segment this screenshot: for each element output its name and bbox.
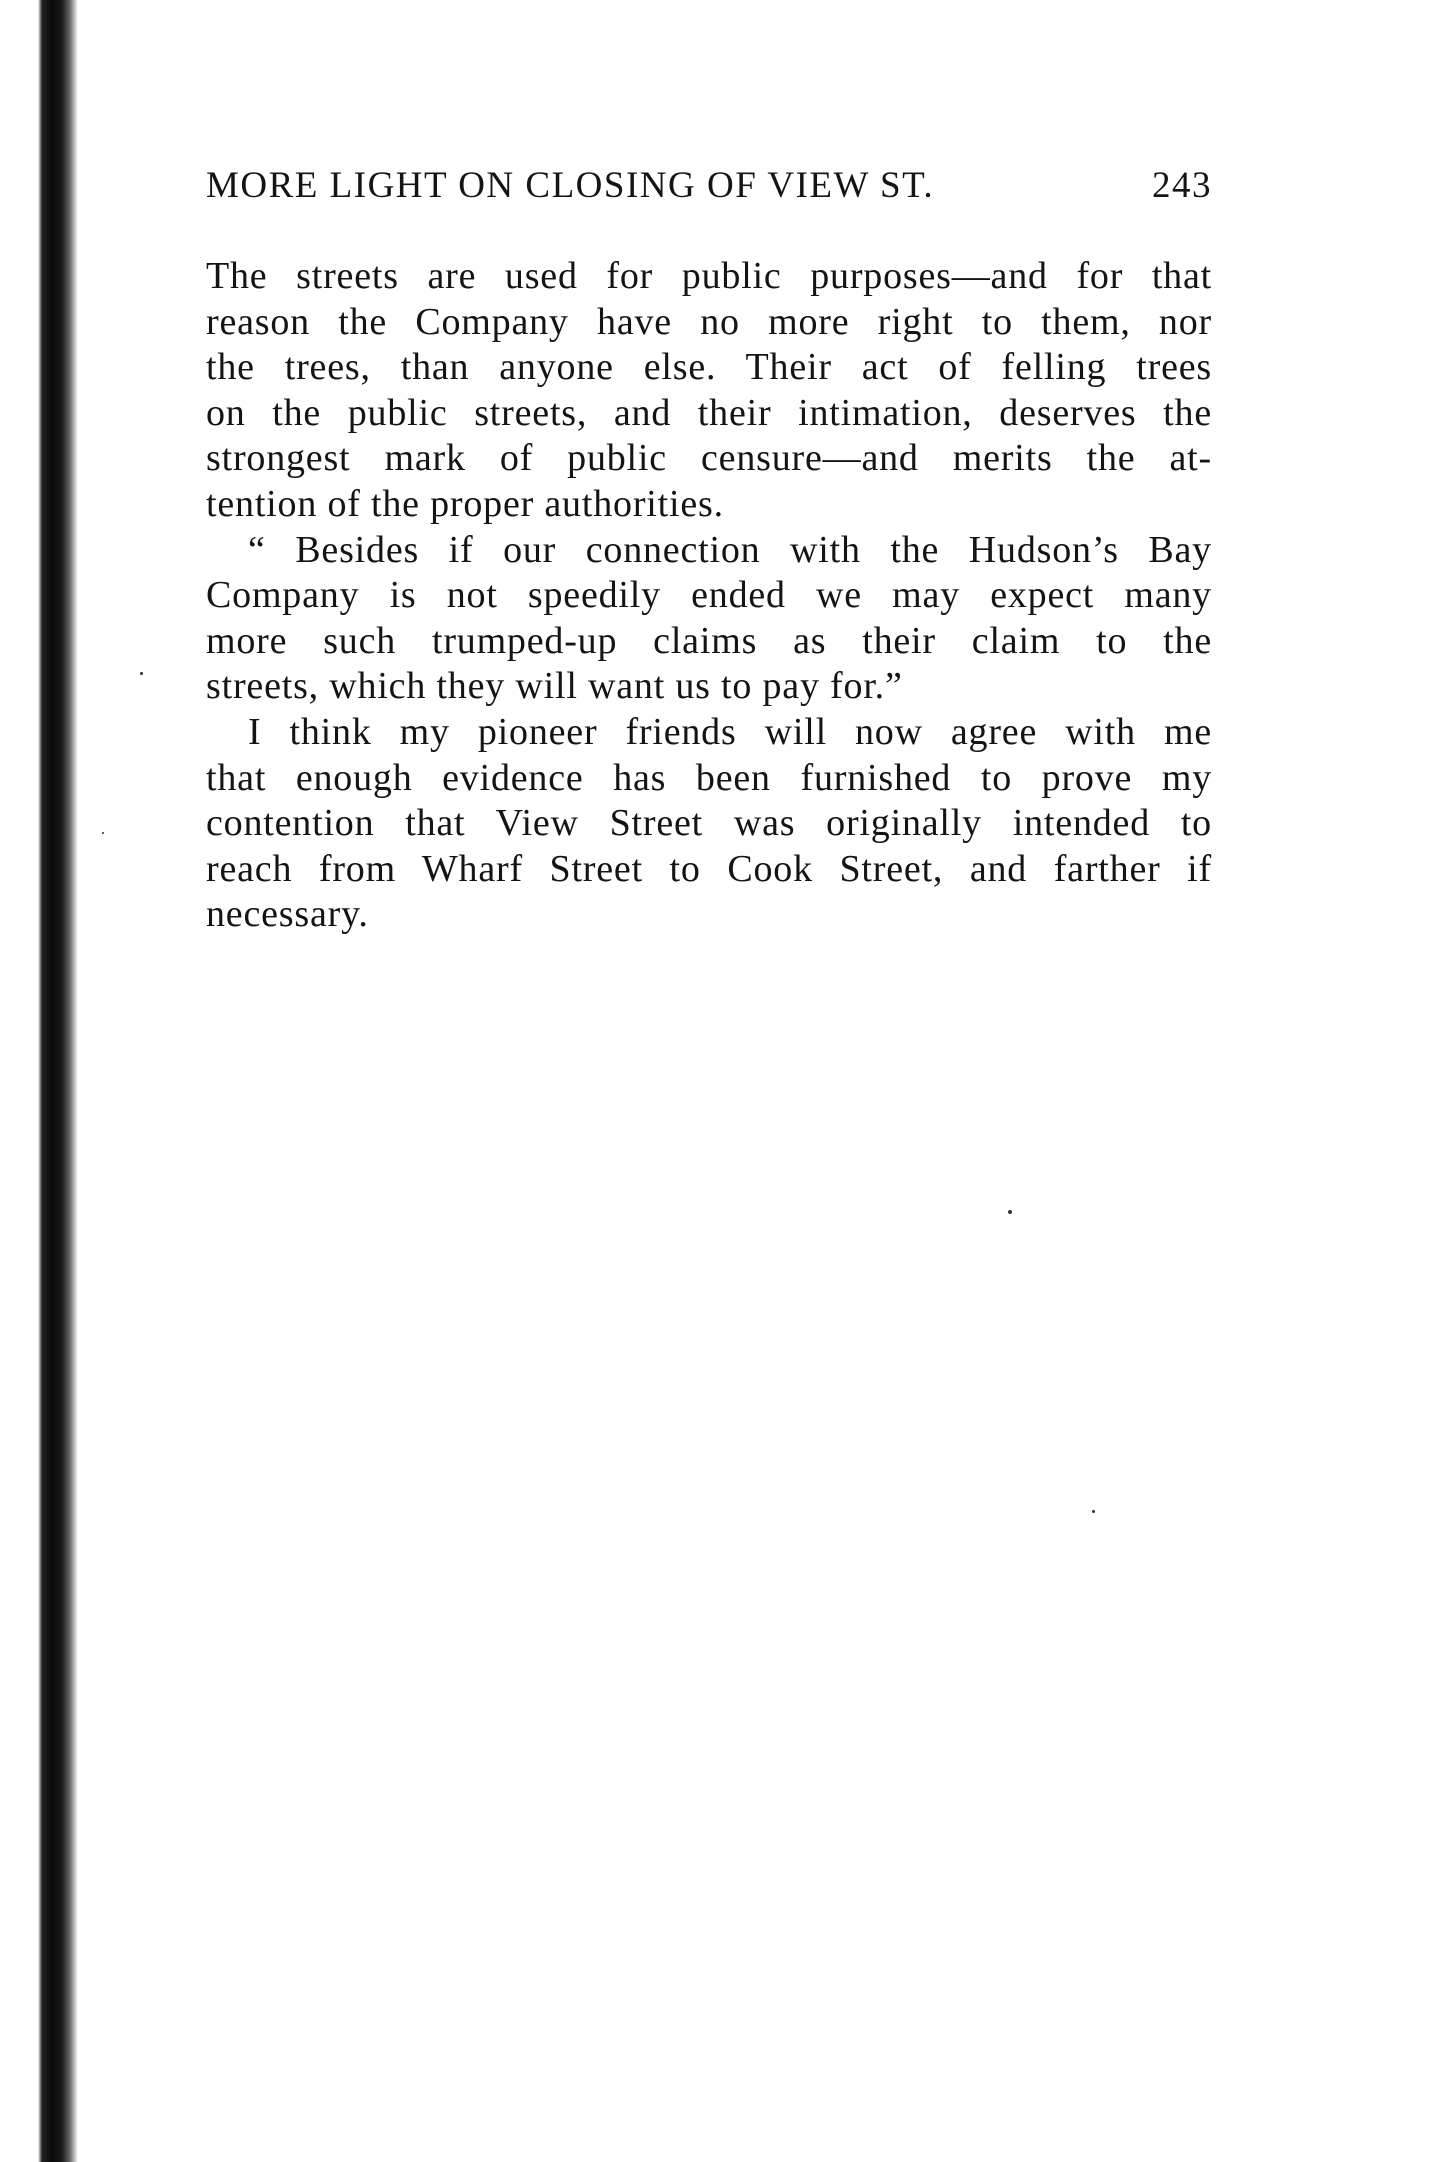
scan-speck	[1092, 1510, 1095, 1513]
text-line: Company is not speedily ended we may expect many	[206, 574, 1212, 617]
text-line: on the public streets, and their intimation, deserves the	[206, 391, 1212, 434]
paragraph	[206, 254, 1212, 528]
text-line: I think my pioneer friends will now agree with me	[248, 710, 1212, 753]
text-line: that enough evidence has been furnished to prove my	[206, 756, 1212, 799]
body-text	[206, 254, 1212, 938]
running-title: MORE LIGHT ON CLOSING OF VIEW ST.	[206, 165, 935, 206]
scan-speck	[140, 672, 143, 675]
scan-speck	[1008, 1210, 1012, 1214]
text-line: streets, which they will want us to pay for.”	[206, 665, 903, 708]
text-line: “ Besides if our connection with the Hudson’s Bay	[248, 528, 1212, 571]
text-line: reach from Wharf Street to Cook Street, and farther if	[206, 847, 1212, 890]
text-line: contention that View Street was originally intended to	[206, 802, 1212, 845]
running-head	[206, 164, 1212, 222]
text-line: strongest mark of public censure—and merits the at-	[206, 437, 1212, 480]
text-line: tention of the proper authorities.	[206, 482, 724, 525]
text-line: necessary.	[206, 893, 369, 936]
paragraph	[206, 710, 1212, 938]
paragraph	[206, 528, 1212, 710]
scan-speck	[102, 832, 104, 834]
page-number: 243	[1152, 165, 1212, 206]
text-line: reason the Company have no more right to them, nor	[206, 300, 1212, 343]
text-line: the trees, than anyone else. Their act of felling trees	[206, 346, 1212, 389]
scanned-binding-edge	[0, 0, 78, 2162]
text-line: The streets are used for public purposes—and for that	[206, 255, 1212, 297]
text-line: more such trumped-up claims as their claim to the	[206, 619, 1212, 662]
